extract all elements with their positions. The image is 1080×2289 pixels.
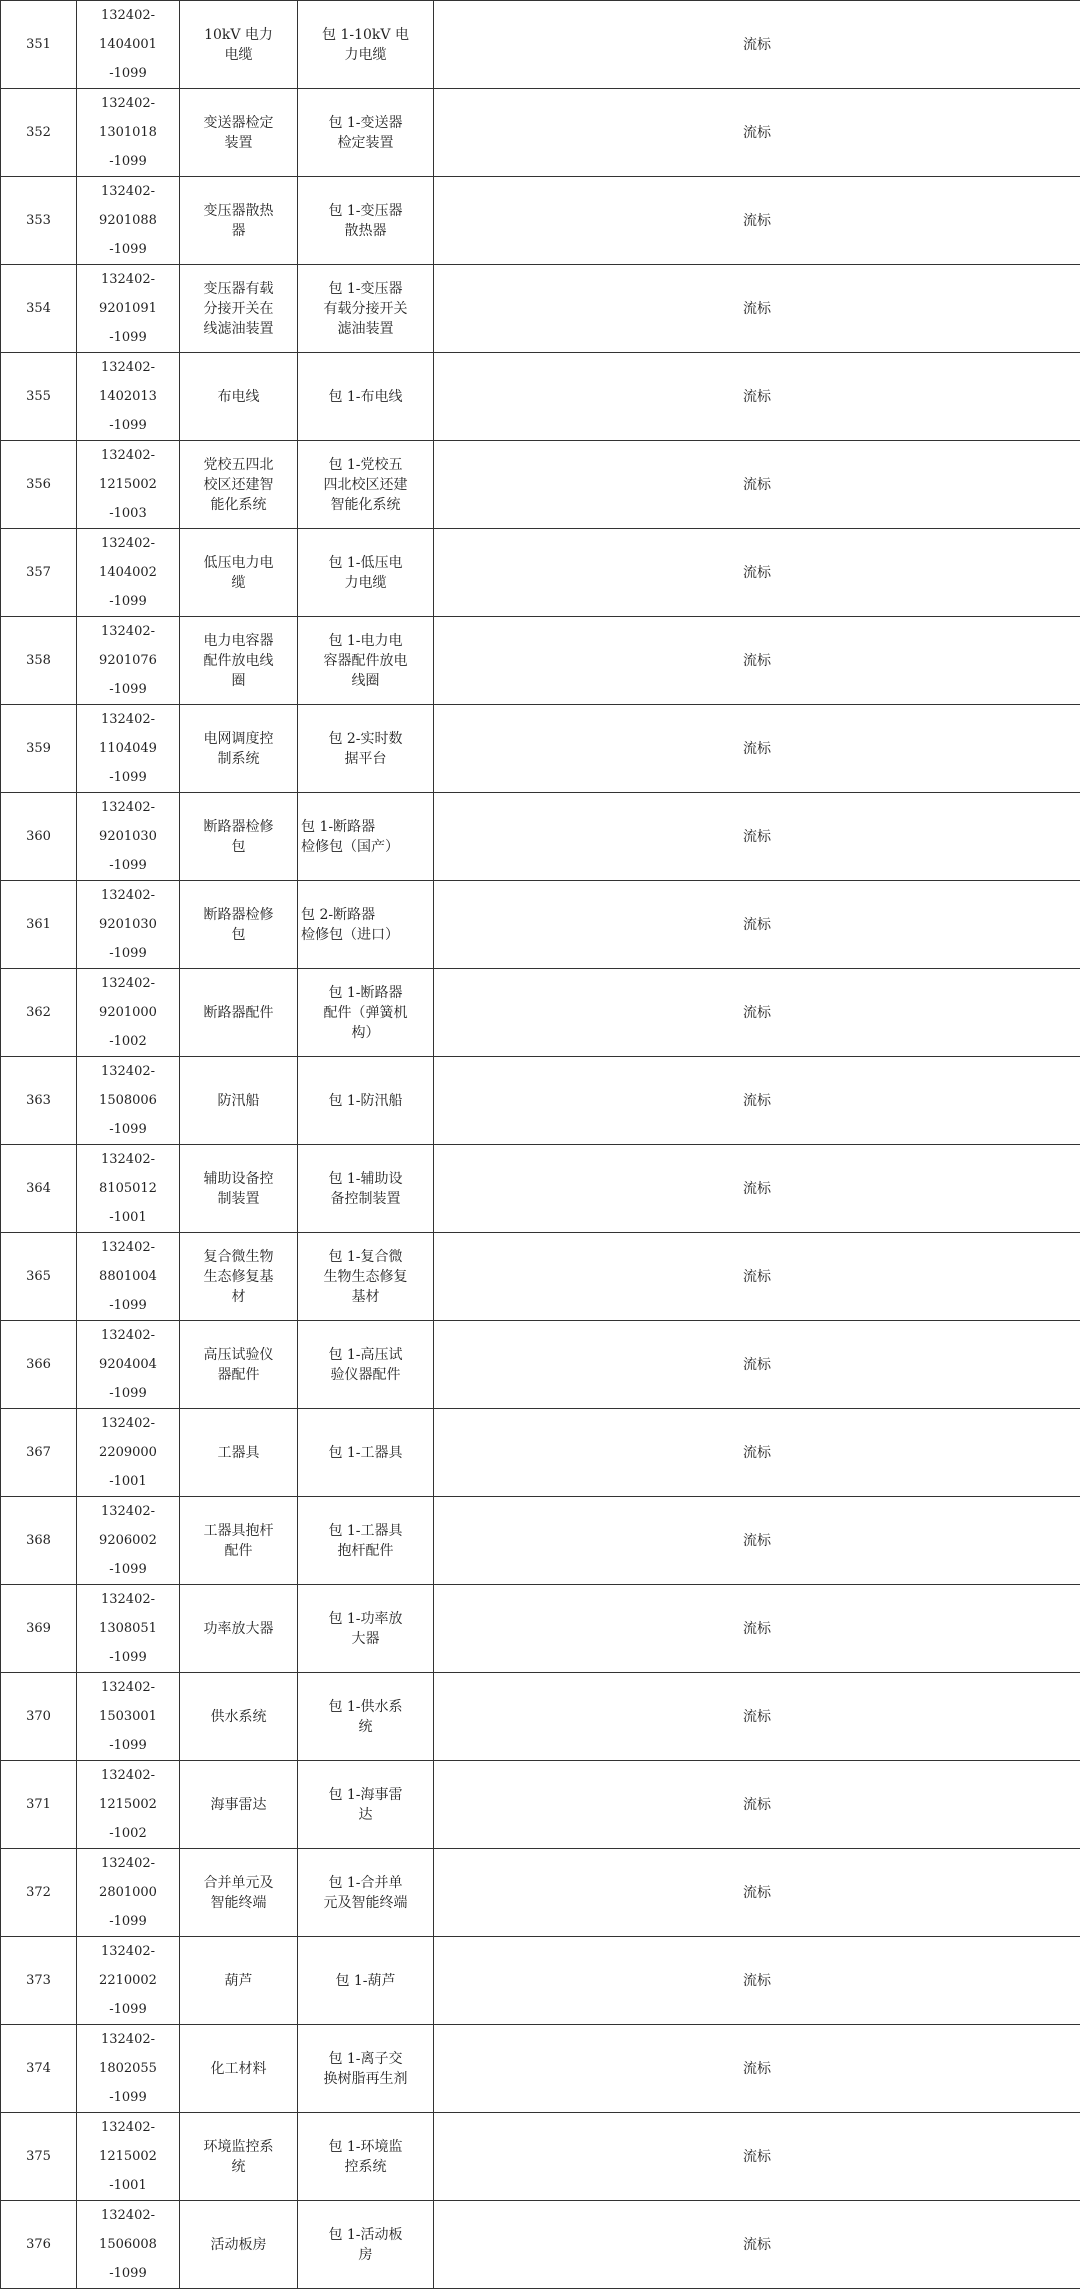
result-status: 流标 <box>434 2201 1080 2289</box>
material-code: 132402- 1215002 -1002 <box>77 1761 180 1849</box>
row-number: 366 <box>1 1321 77 1409</box>
row-number: 364 <box>1 1145 77 1233</box>
material-code: 132402- 9204004 -1099 <box>77 1321 180 1409</box>
material-name: 高压试验仪 器配件 <box>180 1321 298 1409</box>
material-code: 132402- 2801000 -1099 <box>77 1849 180 1937</box>
table-row <box>1 1849 1080 1937</box>
result-status: 流标 <box>434 2113 1080 2201</box>
material-code: 132402- 9206002 -1099 <box>77 1497 180 1585</box>
material-code: 132402- 8105012 -1001 <box>77 1145 180 1233</box>
result-status: 流标 <box>434 2025 1080 2113</box>
material-name: 变压器散热 器 <box>180 177 298 265</box>
result-status: 流标 <box>434 1585 1080 1673</box>
table-row <box>1 1673 1080 1761</box>
table-row <box>1 2113 1080 2201</box>
row-number: 372 <box>1 1849 77 1937</box>
package-name: 包 1-断路器 检修包（国产） <box>298 793 434 881</box>
table-row <box>1 89 1080 177</box>
material-name: 合并单元及 智能终端 <box>180 1849 298 1937</box>
material-code: 132402- 1308051 -1099 <box>77 1585 180 1673</box>
package-name: 包 1-供水系 统 <box>298 1673 434 1761</box>
result-status: 流标 <box>434 1673 1080 1761</box>
package-name: 包 1-变送器 检定装置 <box>298 89 434 177</box>
material-code: 132402- 1402013 -1099 <box>77 353 180 441</box>
material-name: 断路器配件 <box>180 969 298 1057</box>
material-code: 132402- 1215002 -1001 <box>77 2113 180 2201</box>
package-name: 包 1-复合微 生物生态修复 基材 <box>298 1233 434 1321</box>
table-row <box>1 1 1080 89</box>
material-name: 化工材料 <box>180 2025 298 2113</box>
material-name: 工器具抱杆 配件 <box>180 1497 298 1585</box>
package-name: 包 1-功率放 大器 <box>298 1585 434 1673</box>
row-number: 368 <box>1 1497 77 1585</box>
table-row <box>1 881 1080 969</box>
material-code: 132402- 1215002 -1003 <box>77 441 180 529</box>
row-number: 359 <box>1 705 77 793</box>
material-name: 供水系统 <box>180 1673 298 1761</box>
material-code: 132402- 1802055 -1099 <box>77 2025 180 2113</box>
row-number: 363 <box>1 1057 77 1145</box>
material-name: 党校五四北 校区还建智 能化系统 <box>180 441 298 529</box>
material-name: 电力电容器 配件放电线 圈 <box>180 617 298 705</box>
result-status: 流标 <box>434 1057 1080 1145</box>
material-code: 132402- 1301018 -1099 <box>77 89 180 177</box>
material-code: 132402- 9201076 -1099 <box>77 617 180 705</box>
table-row <box>1 1145 1080 1233</box>
package-name: 包 2-实时数 据平台 <box>298 705 434 793</box>
table-row <box>1 1585 1080 1673</box>
material-name: 变压器有载 分接开关在 线滤油装置 <box>180 265 298 353</box>
material-name: 布电线 <box>180 353 298 441</box>
result-status: 流标 <box>434 1321 1080 1409</box>
row-number: 356 <box>1 441 77 529</box>
package-name: 包 1-工器具 抱杆配件 <box>298 1497 434 1585</box>
row-number: 361 <box>1 881 77 969</box>
package-name: 包 1-环境监 控系统 <box>298 2113 434 2201</box>
result-status: 流标 <box>434 1497 1080 1585</box>
result-status: 流标 <box>434 881 1080 969</box>
row-number: 371 <box>1 1761 77 1849</box>
row-number: 365 <box>1 1233 77 1321</box>
package-name: 包 1-葫芦 <box>298 1937 434 2025</box>
row-number: 358 <box>1 617 77 705</box>
result-status: 流标 <box>434 353 1080 441</box>
material-name: 复合微生物 生态修复基 材 <box>180 1233 298 1321</box>
table-row <box>1 441 1080 529</box>
table-row <box>1 353 1080 441</box>
material-code: 132402- 1104049 -1099 <box>77 705 180 793</box>
material-code: 132402- 1506008 -1099 <box>77 2201 180 2289</box>
package-name: 包 1-工器具 <box>298 1409 434 1497</box>
table-row <box>1 705 1080 793</box>
result-status: 流标 <box>434 441 1080 529</box>
table-row <box>1 1233 1080 1321</box>
material-code: 132402- 1404001 -1099 <box>77 1 180 89</box>
table-row <box>1 969 1080 1057</box>
table-row <box>1 177 1080 265</box>
package-name: 包 1-活动板 房 <box>298 2201 434 2289</box>
material-name: 海事雷达 <box>180 1761 298 1849</box>
package-name: 包 1-低压电 力电缆 <box>298 529 434 617</box>
result-status: 流标 <box>434 1849 1080 1937</box>
table-row <box>1 1409 1080 1497</box>
table-row <box>1 2025 1080 2113</box>
result-status: 流标 <box>434 969 1080 1057</box>
package-name: 包 1-党校五 四北校区还建 智能化系统 <box>298 441 434 529</box>
row-number: 370 <box>1 1673 77 1761</box>
material-name: 低压电力电 缆 <box>180 529 298 617</box>
result-status: 流标 <box>434 89 1080 177</box>
result-status: 流标 <box>434 1145 1080 1233</box>
material-name: 断路器检修 包 <box>180 793 298 881</box>
material-name: 10kV 电力 电缆 <box>180 1 298 89</box>
material-code: 132402- 9201088 -1099 <box>77 177 180 265</box>
table-row <box>1 793 1080 881</box>
material-name: 变送器检定 装置 <box>180 89 298 177</box>
material-code: 132402- 2209000 -1001 <box>77 1409 180 1497</box>
material-name: 辅助设备控 制装置 <box>180 1145 298 1233</box>
result-status: 流标 <box>434 529 1080 617</box>
package-name: 包 1-布电线 <box>298 353 434 441</box>
result-status: 流标 <box>434 1233 1080 1321</box>
table-row <box>1 1937 1080 2025</box>
package-name: 包 1-海事雷 达 <box>298 1761 434 1849</box>
row-number: 357 <box>1 529 77 617</box>
material-name: 断路器检修 包 <box>180 881 298 969</box>
row-number: 367 <box>1 1409 77 1497</box>
table-row <box>1 2201 1080 2289</box>
material-code: 132402- 1508006 -1099 <box>77 1057 180 1145</box>
row-number: 373 <box>1 1937 77 2025</box>
material-name: 工器具 <box>180 1409 298 1497</box>
table-row <box>1 617 1080 705</box>
table-row <box>1 1321 1080 1409</box>
package-name: 包 1-变压器 有载分接开关 滤油装置 <box>298 265 434 353</box>
result-status: 流标 <box>434 1761 1080 1849</box>
result-status: 流标 <box>434 265 1080 353</box>
result-status: 流标 <box>434 1 1080 89</box>
package-name: 包 2-断路器 检修包（进口） <box>298 881 434 969</box>
material-code: 132402- 8801004 -1099 <box>77 1233 180 1321</box>
result-status: 流标 <box>434 1409 1080 1497</box>
result-status: 流标 <box>434 617 1080 705</box>
result-status: 流标 <box>434 793 1080 881</box>
package-name: 包 1-变压器 散热器 <box>298 177 434 265</box>
material-code: 132402- 9201091 -1099 <box>77 265 180 353</box>
package-name: 包 1-电力电 容器配件放电 线圈 <box>298 617 434 705</box>
table-row <box>1 1497 1080 1585</box>
row-number: 375 <box>1 2113 77 2201</box>
material-code: 132402- 9201000 -1002 <box>77 969 180 1057</box>
material-name: 防汛船 <box>180 1057 298 1145</box>
result-status: 流标 <box>434 1937 1080 2025</box>
package-name: 包 1-合并单 元及智能终端 <box>298 1849 434 1937</box>
table-row <box>1 1057 1080 1145</box>
material-code: 132402- 1404002 -1099 <box>77 529 180 617</box>
material-code: 132402- 9201030 -1099 <box>77 793 180 881</box>
material-name: 活动板房 <box>180 2201 298 2289</box>
table-row <box>1 1761 1080 1849</box>
material-code: 132402- 1503001 -1099 <box>77 1673 180 1761</box>
package-name: 包 1-高压试 验仪器配件 <box>298 1321 434 1409</box>
table-row <box>1 529 1080 617</box>
row-number: 355 <box>1 353 77 441</box>
result-status: 流标 <box>434 177 1080 265</box>
material-name: 功率放大器 <box>180 1585 298 1673</box>
package-name: 包 1-辅助设 备控制装置 <box>298 1145 434 1233</box>
row-number: 369 <box>1 1585 77 1673</box>
package-name: 包 1-断路器 配件（弹簧机 构） <box>298 969 434 1057</box>
row-number: 376 <box>1 2201 77 2289</box>
result-status: 流标 <box>434 705 1080 793</box>
row-number: 353 <box>1 177 77 265</box>
row-number: 374 <box>1 2025 77 2113</box>
row-number: 360 <box>1 793 77 881</box>
package-name: 包 1-10kV 电 力电缆 <box>298 1 434 89</box>
material-name: 环境监控系 统 <box>180 2113 298 2201</box>
table-row <box>1 265 1080 353</box>
package-name: 包 1-离子交 换树脂再生剂 <box>298 2025 434 2113</box>
row-number: 351 <box>1 1 77 89</box>
row-number: 362 <box>1 969 77 1057</box>
row-number: 352 <box>1 89 77 177</box>
package-name: 包 1-防汛船 <box>298 1057 434 1145</box>
material-name: 葫芦 <box>180 1937 298 2025</box>
row-number: 354 <box>1 265 77 353</box>
material-name: 电网调度控 制系统 <box>180 705 298 793</box>
material-code: 132402- 9201030 -1099 <box>77 881 180 969</box>
material-code: 132402- 2210002 -1099 <box>77 1937 180 2025</box>
